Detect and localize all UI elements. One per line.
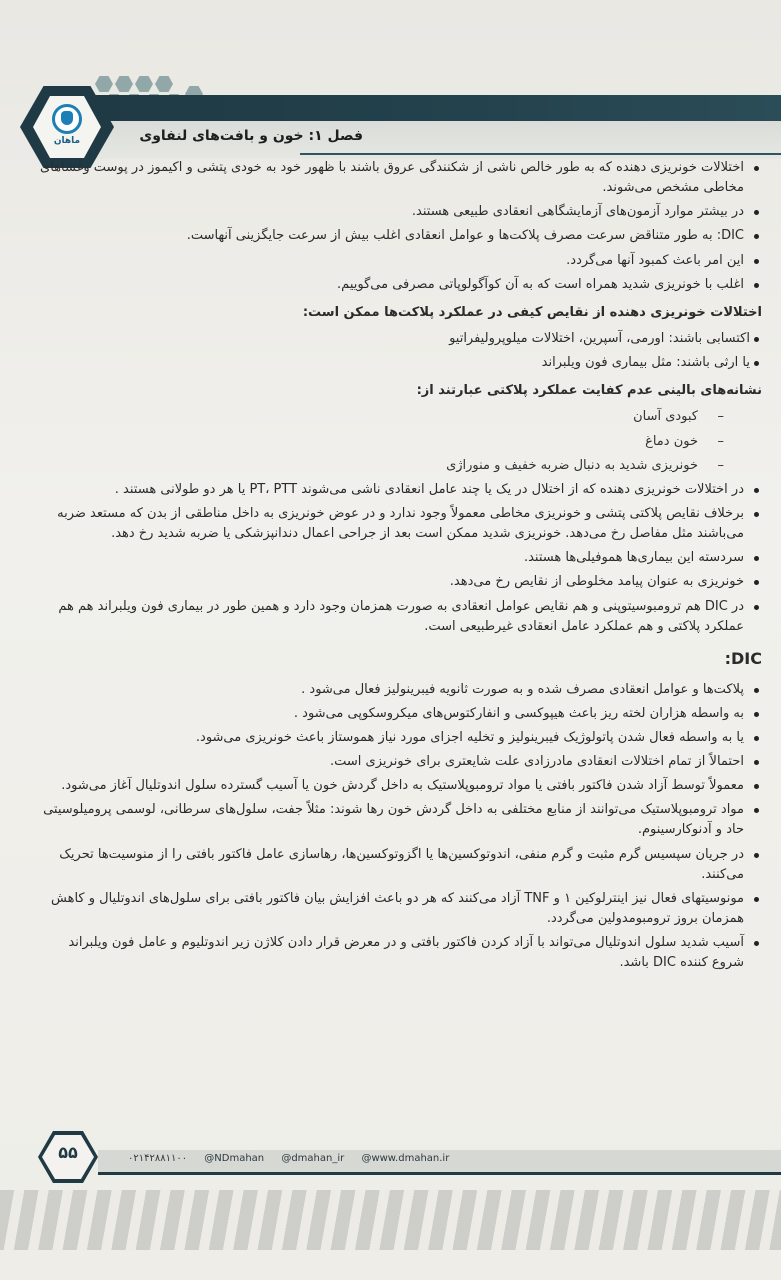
bullet-item: معمولاً توسط آزاد شدن فاکتور بافتی یا مواد ترومبوپلاستیک به داخل گردش خون یا آسیب گسترده سلول اندوتلیال آغاز می‌شود. [40, 776, 762, 796]
section-heading: نشانه‌های بالینی عدم کفایت عملکرد پلاکتی عبارتند از: [416, 383, 762, 399]
bullet-item: آسیب شدید سلول اندوتلیال می‌تواند با آزاد کردن فاکتور بافتی و در معرض قرار دادن کلاژن زیر اندوتلیوم و عامل فون ویلبراند شروع کننده DIC باشد. [40, 933, 762, 973]
header-dark-band [95, 95, 781, 121]
section-title: DIC: [724, 648, 762, 668]
sub-bullet-item: یا ارثی باشند: مثل بیماری فون ویلبراند [40, 353, 762, 373]
bullet-item: به واسطه هزاران لخته ریز باعث هیپوکسی و انفارکتوس‌های میکروسکوپی می‌شود . [40, 704, 762, 724]
bullet-item: این امر باعث کمبود آنها می‌گردد. [40, 251, 762, 271]
bullet-item: DIC: به طور متناقض سرعت مصرف پلاکت‌ها و عوامل انعقادی اغلب بیش از سرعت جایگزینی آنهاست. [40, 226, 762, 246]
header-rule [300, 153, 781, 155]
dash-item: – خونریزی شدید به دنبال ضربه خفیف و منوراژی [40, 456, 762, 476]
bullet-item: مونوسیتهای فعال نیز اینترلوکین ۱ و TNF آزاد می‌کنند که هر دو باعث افزایش بیان فاکتور بافتی برای سلول‌های اندوتلیال و کاهش همزمان بروز ترومبومدولین می‌گردد. [40, 889, 762, 929]
bullet-item: در جریان سپسیس گرم مثبت و گرم منفی، اندوتوکسین‌ها یا اگزوتوکسین‌ها، رهاسازی عامل فاکتور بافتی را از منوسیت‌ها تحریک می‌کنند. [40, 845, 762, 885]
dash-item: – کبودی آسان [40, 407, 762, 427]
chapter-title: فصل ۱: خون و بافت‌های لنفاوی [139, 128, 363, 144]
sub-bullet-item: اکتسابی باشند: اورمی، آسپرین، اختلالات میلوپرولیفراتیو [40, 329, 762, 349]
bullet-item: خونریزی به عنوان پیامد مخلوطی از نقایص رخ می‌دهد. [40, 572, 762, 592]
section-heading: اختلالات خونریزی دهنده از نقایص کیفی در عملکرد پلاکت‌ها ممکن است: [302, 304, 762, 320]
bullet-item: پلاکت‌ها و عوامل انعقادی مصرف شده و به صورت ثانویه فیبرینولیز فعال می‌شود . [40, 680, 762, 700]
website-text: @www.dmahan.ir [361, 1153, 450, 1164]
page-content [40, 158, 762, 977]
bullet-item: در DIC هم ترومبوسیتوپنی و هم نقایص عوامل انعقادی به صورت همزمان وجود دارد و همین طور در بیماری فون ویلبراند هم هم عملکرد پلاکتی و هم عملکرد عامل انعقادی غیرطبیعی است. [40, 597, 762, 637]
telegram-text: @dmahan_ir [281, 1153, 345, 1164]
bullet-item: در اختلالات خونریزی دهنده که از اختلال در یک یا چند عامل انعقادی ناشی می‌شوند PT، PTT یا هر دو طولانی هستند . [40, 480, 762, 500]
tooth-icon [61, 111, 73, 125]
bullet-item: برخلاف نقایص پلاکتی پتشی و خونریزی مخاطی معمولاً وجود ندارد و در عوض خونریزی به داخل مناطقی از بدن که مستعد ضربه می‌باشند مثل مفاصل رخ می‌دهد. خونریزی شدید ممکن است بعد از جراحی اعمال دندانپزشکی یا ضربه شدید رخ دهد. [40, 504, 762, 544]
bullet-item: اختلالات خونریزی دهنده که به طور خالص ناشی از شکنندگی عروق باشند با ظهور خود به خودی پتشی و اکیموز در پوست وغشاهای مخاطی مشخص می‌شوند. [40, 158, 762, 198]
dash-item: – خون دماغ [40, 432, 762, 452]
bullet-item: یا به واسطه فعال شدن پاتولوژیک فیبرینولیز و تخلیه اجزای مورد نیاز هموستاز باعث خونریزی می‌شود. [40, 728, 762, 748]
page-number: ۵۵ [58, 1143, 78, 1162]
bullet-item: سردسته این بیماری‌ها هموفیلی‌ها هستند. [40, 548, 762, 568]
bullet-item: در بیشتر موارد آزمون‌های آزمایشگاهی انعقادی طبیعی هستند. [40, 202, 762, 222]
phone-text: ۰۲۱۴۲۸۸۱۱۰۰ [128, 1153, 188, 1164]
instagram-text: @NDmahan [204, 1153, 265, 1164]
bullet-item: احتمالاً از تمام اختلالات انعقادی مادرزادی علت شایعتری برای خونریزی است. [40, 752, 762, 772]
footer-contacts [128, 1153, 463, 1164]
logo-text: ماهان [53, 136, 81, 146]
decorative-stripes [0, 1190, 781, 1250]
bullet-item: اغلب با خونریزی شدید همراه است که به آن کوآگولوپاتی مصرفی می‌گوییم. [40, 275, 762, 295]
bullet-item: مواد ترومبوپلاستیک می‌توانند از منابع مختلفی به داخل گردش خون رها شوند: مثلاً جفت، سلول‌های سرطانی، لوسمی پرومیلوسیتی حاد و آدنوکارسینوم. [40, 800, 762, 840]
footer-rule [98, 1172, 781, 1175]
